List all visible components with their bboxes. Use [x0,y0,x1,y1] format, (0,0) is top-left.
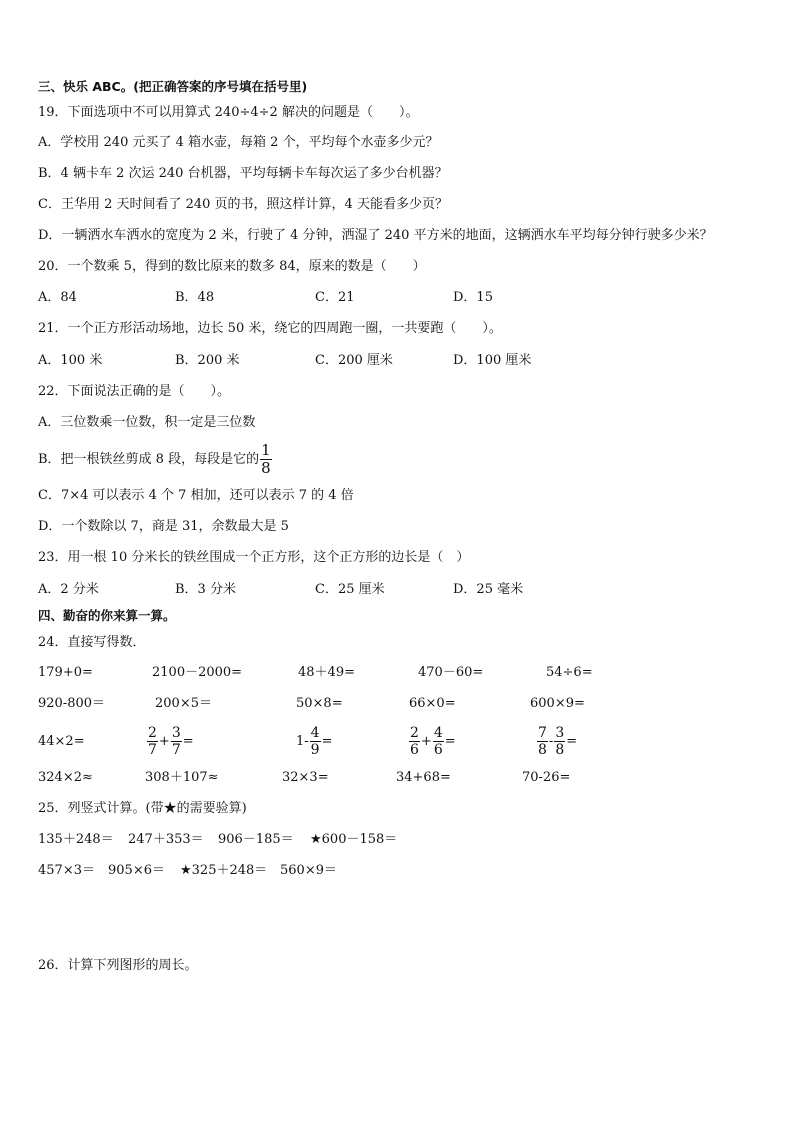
equals-sign: = [182,734,194,749]
q23-option-d: D．25 毫米 [453,582,524,597]
fraction-denominator: 6 [433,742,443,758]
calc-item: 2100－2000= [152,665,243,680]
operand: 1- [296,734,309,749]
fraction-numerator: 2 [410,725,419,741]
equals-sign: = [321,734,333,749]
fraction [147,726,158,757]
equals-sign: = [444,734,456,749]
vertical-calc-item: 560×9＝ [280,863,337,878]
q20-option-b: B．48 [175,290,215,305]
calc-item: 200×5＝ [155,696,212,711]
q24-stem: 24．直接写得数． [38,635,146,650]
calc-item: 600×9= [530,696,585,711]
fraction [171,726,182,757]
q21-option-c: C．200 厘米 [315,353,393,368]
fraction-numerator: 7 [538,725,547,741]
calc-item: 66×0= [409,696,456,711]
fraction-denominator: 7 [148,742,157,758]
calc-item: 32×3= [282,770,329,785]
calc-item-fraction [146,720,194,764]
calc-item: 920-800＝ [38,696,106,711]
fraction [409,726,420,757]
calc-item: 70-26= [522,770,571,785]
q20-option-a: A．84 [38,290,77,305]
q21-option-d: D．100 厘米 [453,353,532,368]
q23-stem: 23．用一根 10 分米长的铁丝围成一个正方形，这个正方形的边长是（ ） [38,550,470,565]
q20-option-d: D．15 [453,290,493,305]
equals-sign: = [566,734,578,749]
vertical-calc-item: 247＋353＝ [128,832,204,847]
fraction-denominator: 9 [310,742,320,758]
calc-item: 308＋107≈ [145,770,219,785]
fraction-denominator: 6 [410,742,419,758]
calc-item: 54÷6= [546,665,593,680]
q23-option-a: A．2 分米 [38,582,99,597]
q19-option-d: D．一辆洒水车洒水的宽度为 2 米，行驶了 4 分钟，洒湿了 240 平方米的地面，这辆洒水车平均每分钟行驶多少米？ [38,228,713,243]
fraction [310,726,321,757]
fraction [433,726,444,757]
q25-stem: 25．列竖式计算。(带★的需要验算) [38,801,247,816]
fraction [554,726,565,757]
q23-option-b: B．3 分米 [175,582,236,597]
q19-option-b: B．4 辆卡车 2 次运 240 台机器，平均每辆卡车每次运了多少台机器？ [38,166,448,181]
fraction-numerator: 2 [148,725,157,741]
fraction-numerator: 1 [261,441,271,459]
vertical-calc-item: 906－185＝ [218,832,294,847]
calc-item-fraction [296,720,333,764]
section4-title: 四、勤奋的你来算一算。 [38,608,176,623]
vertical-calc-item: ★600－158＝ [310,832,398,847]
q26-stem: 26．计算下列图形的周长。 [38,958,198,973]
q19-option-c: C．王华用 2 天时间看了 240 页的书，照这样计算，4 天能看多少页？ [38,197,448,212]
calc-item: 50×8= [296,696,343,711]
q22-option-b [38,440,273,480]
q22-option-d: D．一个数除以 7，商是 31，余数最大是 5 [38,519,289,534]
fraction-numerator: 4 [433,725,443,741]
q23-option-c: C．25 厘米 [315,582,385,597]
calc-item-fraction [408,720,456,764]
fraction [260,443,272,476]
vertical-calc-item: 457×3＝ [38,863,95,878]
operator: - [548,734,554,749]
q22-option-c: C．7×4 可以表示 4 个 7 相加，还可以表示 7 的 4 倍 [38,488,354,503]
fraction-denominator: 8 [555,742,565,758]
fraction-denominator: 8 [261,459,271,477]
q19-stem: 19．下面选项中不可以用算式 240÷4÷2 解决的问题是（ ）。 [38,105,419,120]
q21-option-a: A．100 米 [38,353,103,368]
calc-item-fraction [536,720,577,764]
calc-item: 48＋49= [298,665,355,680]
calc-item: 324×2≈ [38,770,93,785]
fraction-numerator: 4 [310,725,320,741]
q21-option-b: B．200 米 [175,353,240,368]
q22-stem: 22．下面说法正确的是（ ）。 [38,384,231,399]
operator: + [420,734,432,749]
section3-title: 三、快乐 ABC。(把正确答案的序号填在括号里) [38,79,308,94]
vertical-calc-item: 135＋248＝ [38,832,114,847]
vertical-calc-item: ★325＋248＝ [180,863,268,878]
q20-option-c: C．21 [315,290,355,305]
calc-item: 470－60= [418,665,484,680]
calc-item: 34+68= [396,770,451,785]
fraction-numerator: 3 [555,725,565,741]
fraction [537,726,548,757]
q22-option-b-text: B．把一根铁丝剪成 8 段，每段是它的 [38,452,260,467]
calc-item: 44×2= [38,734,85,749]
q19-option-a: A．学校用 240 元买了 4 箱水壶，每箱 2 个，平均每个水壶多少元？ [38,135,439,150]
operator: + [158,734,170,749]
fraction-denominator: 8 [538,742,547,758]
fraction-denominator: 7 [171,742,181,758]
vertical-calc-item: 905×6＝ [108,863,165,878]
q21-stem: 21．一个正方形活动场地，边长 50 米，绕它的四周跑一圈，一共要跑（ ）。 [38,321,502,336]
calc-item: 179+0= [38,665,93,680]
q20-stem: 20．一个数乘 5，得到的数比原来的数多 84，原来的数是（ ） [38,259,426,274]
q22-option-a: A．三位数乘一位数，积一定是三位数 [38,415,256,430]
fraction-numerator: 3 [171,725,181,741]
